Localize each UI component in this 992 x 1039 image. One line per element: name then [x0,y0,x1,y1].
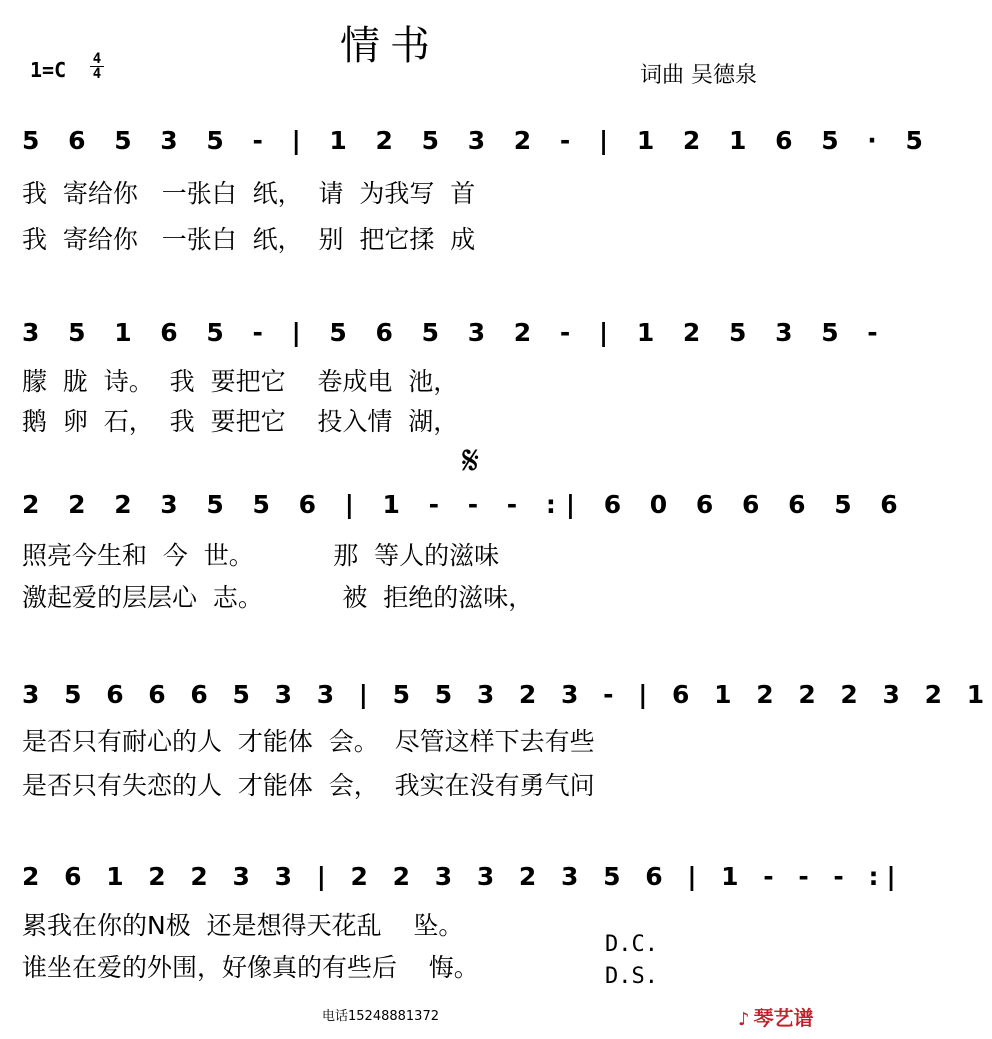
lyric-row-5-verse-2: 谁坐在爱的外围，好像真的有些后 悔。 [22,953,479,982]
lyric-row-5-verse-1: 累我在你的N极 还是想得天花乱 坠。 [22,911,464,940]
lyric-row-4-verse-1: 是否只有耐心的人 才能体 会。 尽管这样下去有些 [22,727,595,756]
staff-row-2 [22,312,888,352]
lyric-row-1-verse-2: 我 寄给你 一张白 纸， 别 把它揉 成 [22,225,476,254]
phone-number: 电话15248881372 [322,1009,439,1024]
lyric-row-3-verse-2: 激起爱的层层心 志。 被 拒绝的滋味， [22,583,534,612]
notes-row-5: 2 6 1 2 2 3 3 | 2 2 3 3 2 3 5 6 | 1 - - - :| [22,861,904,891]
lyric-row-2-verse-2: 鹅 卵 石， 我 要把它 投入情 湖， [22,407,459,436]
lyric-row-3-verse-1: 照亮今生和 今 世。 那 等人的滋味 [22,541,500,570]
time-signature-top: 4 [90,52,104,67]
logo-text: 琴艺谱 [753,1006,814,1030]
time-signature [90,52,104,81]
logo-icon: ♪ [738,1009,750,1030]
time-signature-bottom: 4 [92,66,102,82]
segno-sign: 𝄋 [462,438,480,484]
lyric-row-2-verse-1: 朦 胧 诗。 我 要把它 卷成电 池， [22,367,459,396]
ds-mark: D.S. [605,964,658,989]
site-logo [738,1002,814,1031]
staff-row-1 [22,120,933,160]
notes-row-3: 2 2 2 3 5 5 6 | 1 - - - :| 6 0 6 6 6 5 6 [22,489,908,519]
staff-row-3 [22,484,908,524]
lyric-row-4-verse-2: 是否只有失恋的人 才能体 会， 我实在没有勇气问 [22,771,595,800]
composer-credit: 词曲 吴德泉 [640,63,757,88]
song-title: 情书 [340,23,440,69]
notes-row-2: 3 5 1 6 5 - | 5 6 5 3 2 - | 1 2 5 3 5 - [22,317,888,347]
lyric-row-1-verse-1: 我 寄给你 一张白 纸， 请 为我写 首 [22,179,476,208]
dc-mark: D.C. [605,932,658,957]
notes-row-4: 3 5 6 6 6 5 3 3 | 5 5 3 2 3 - | 6 1 2 2 2 3 2 1 [22,679,992,709]
staff-row-5 [22,856,904,896]
notes-row-1: 5 6 5 3 5 - | 1 2 5 3 2 - | 1 2 1 6 5 · 5 [22,125,933,155]
key-signature: 1=C [30,58,67,82]
staff-row-4 [22,674,992,714]
